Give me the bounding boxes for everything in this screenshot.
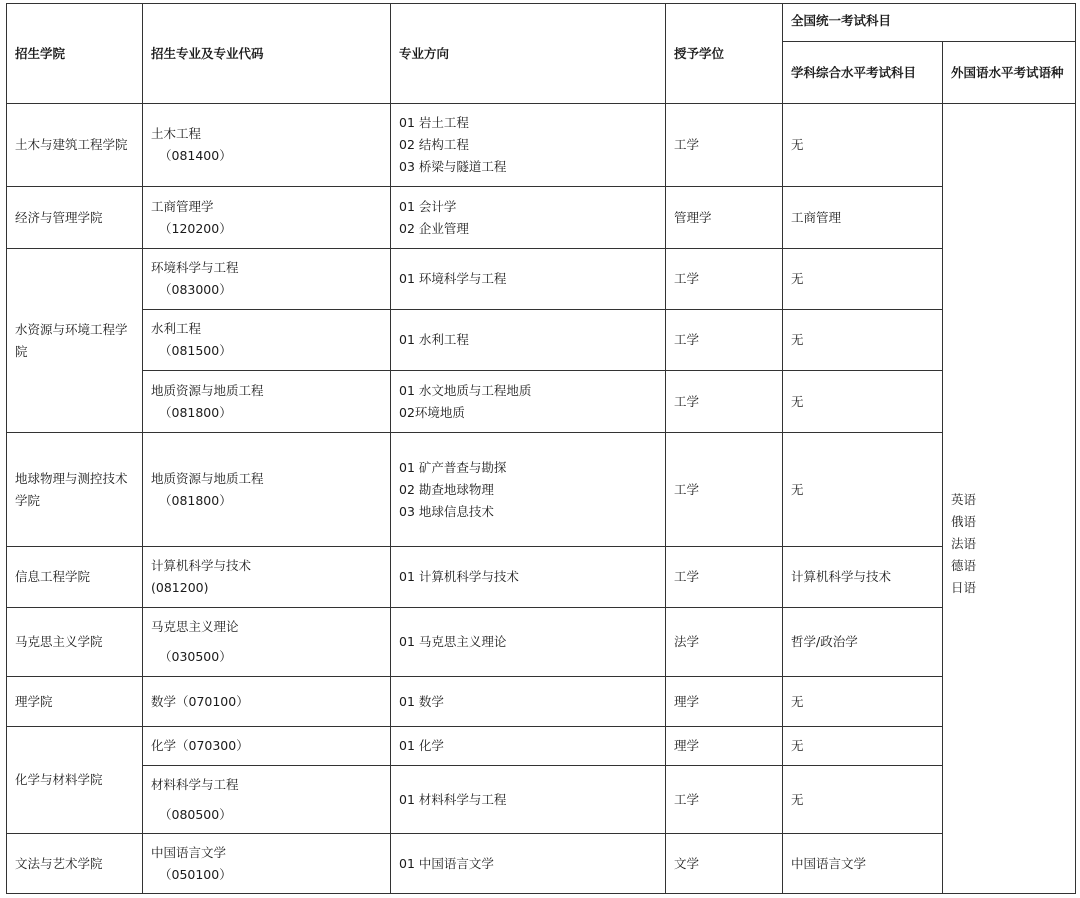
major-code: （081800） <box>159 492 232 508</box>
degree-cell: 工学 <box>666 249 783 310</box>
college-cell: 经济与管理学院 <box>7 187 143 249</box>
exam-cell: 中国语言文学 <box>783 834 943 894</box>
direction-item: 01 材料科学与工程 <box>399 791 507 807</box>
college-cell: 土木与建筑工程学院 <box>7 104 143 187</box>
major-cell <box>143 608 391 677</box>
header-degree: 授予学位 <box>666 4 783 104</box>
major-name: 土木工程 <box>151 126 202 141</box>
table-row <box>7 104 1076 187</box>
major-name: 数学（070100） <box>151 693 249 709</box>
major-code: （081500） <box>159 343 232 358</box>
major-name: 材料科学与工程 <box>151 776 239 792</box>
direction-cell <box>391 766 666 834</box>
languages-cell <box>943 104 1076 894</box>
table-row <box>7 766 1076 834</box>
major-cell <box>143 104 391 187</box>
language-item: 日语 <box>951 579 977 595</box>
major-cell <box>143 727 391 766</box>
table-row <box>7 249 1076 310</box>
direction-cell <box>391 371 666 433</box>
direction-cell <box>391 677 666 727</box>
major-cell <box>143 547 391 608</box>
degree-cell: 工学 <box>666 766 783 834</box>
direction-item: 01 中国语言文学 <box>399 855 494 871</box>
language-item: 英语 <box>951 491 977 507</box>
degree-cell: 理学 <box>666 727 783 766</box>
direction-item: 01 岩土工程 <box>399 115 469 130</box>
direction-cell <box>391 433 666 547</box>
direction-item: 02环境地质 <box>399 404 465 420</box>
direction-item: 01 水利工程 <box>399 332 469 347</box>
major-code: （120200） <box>159 220 232 236</box>
header-major: 招生专业及专业代码 <box>143 4 391 104</box>
direction-item: 02 结构工程 <box>399 137 469 152</box>
major-name: 地质资源与地质工程 <box>151 470 264 486</box>
direction-item: 01 环境科学与工程 <box>399 271 507 286</box>
major-code: （080500） <box>159 806 232 822</box>
degree-cell: 工学 <box>666 371 783 433</box>
table-row <box>7 371 1076 433</box>
header-direction: 专业方向 <box>391 4 666 104</box>
major-name: 计算机科学与技术 <box>151 558 252 573</box>
language-item: 法语 <box>951 535 977 551</box>
college-cell: 理学院 <box>7 677 143 727</box>
exam-cell: 哲学/政治学 <box>783 608 943 677</box>
direction-cell <box>391 187 666 249</box>
table-row <box>7 547 1076 608</box>
direction-cell <box>391 547 666 608</box>
exam-cell: 无 <box>783 727 943 766</box>
major-code: （081400） <box>159 148 232 163</box>
college-cell: 地球物理与测控技术学院 <box>7 433 143 547</box>
major-name: 地质资源与地质工程 <box>151 382 264 398</box>
college-cell: 信息工程学院 <box>7 547 143 608</box>
degree-cell: 理学 <box>666 677 783 727</box>
exam-cell: 无 <box>783 766 943 834</box>
college-cell: 水资源与环境工程学院 <box>7 249 143 433</box>
major-cell <box>143 677 391 727</box>
major-cell <box>143 249 391 310</box>
degree-cell: 管理学 <box>666 187 783 249</box>
college-cell: 马克思主义学院 <box>7 608 143 677</box>
language-item: 俄语 <box>951 513 977 529</box>
header-foreign-lang: 外国语水平考试语种 <box>943 42 1076 104</box>
direction-item: 01 数学 <box>399 693 444 709</box>
table-row <box>7 608 1076 677</box>
major-code: （050100） <box>159 866 232 882</box>
major-cell <box>143 766 391 834</box>
major-name: 工商管理学 <box>151 198 214 214</box>
major-name: 化学（070300） <box>151 738 249 753</box>
exam-cell: 无 <box>783 310 943 371</box>
direction-item: 01 会计学 <box>399 198 457 214</box>
degree-cell: 工学 <box>666 104 783 187</box>
degree-cell: 工学 <box>666 547 783 608</box>
major-code: （081800） <box>159 404 232 420</box>
direction-item: 01 水文地质与工程地质 <box>399 382 532 398</box>
direction-cell <box>391 104 666 187</box>
direction-item: 01 矿产普查与勘探 <box>399 459 507 475</box>
degree-cell: 工学 <box>666 433 783 547</box>
major-name: 中国语言文学 <box>151 844 227 860</box>
major-name: 水利工程 <box>151 321 202 336</box>
degree-cell: 工学 <box>666 310 783 371</box>
header-subject-exam: 学科综合水平考试科目 <box>783 42 943 104</box>
major-name: 环境科学与工程 <box>151 260 239 275</box>
direction-cell <box>391 727 666 766</box>
major-code: (081200) <box>151 580 209 595</box>
exam-cell: 无 <box>783 104 943 187</box>
major-cell <box>143 371 391 433</box>
major-cell <box>143 187 391 249</box>
major-code: （083000） <box>159 282 232 297</box>
table-row <box>7 310 1076 371</box>
exam-cell: 计算机科学与技术 <box>783 547 943 608</box>
admissions-table <box>6 3 1076 894</box>
direction-cell <box>391 608 666 677</box>
language-item: 德语 <box>951 557 977 573</box>
direction-item: 01 计算机科学与技术 <box>399 569 519 584</box>
direction-item: 03 桥梁与隧道工程 <box>399 159 507 174</box>
degree-cell: 法学 <box>666 608 783 677</box>
table-row <box>7 677 1076 727</box>
degree-cell: 文学 <box>666 834 783 894</box>
college-cell: 文法与艺术学院 <box>7 834 143 894</box>
major-name: 马克思主义理论 <box>151 619 239 634</box>
exam-cell: 工商管理 <box>783 187 943 249</box>
direction-cell <box>391 249 666 310</box>
major-cell <box>143 433 391 547</box>
exam-cell: 无 <box>783 371 943 433</box>
header-national-exam: 全国统一考试科目 <box>783 4 1076 42</box>
table-row <box>7 433 1076 547</box>
table-row <box>7 834 1076 894</box>
major-code: （030500） <box>159 649 232 664</box>
direction-item: 01 化学 <box>399 738 444 753</box>
table-row <box>7 187 1076 249</box>
direction-item: 02 勘查地球物理 <box>399 481 494 497</box>
exam-cell: 无 <box>783 677 943 727</box>
college-cell: 化学与材料学院 <box>7 727 143 834</box>
table-row <box>7 727 1076 766</box>
major-cell <box>143 834 391 894</box>
exam-cell: 无 <box>783 249 943 310</box>
direction-item: 02 企业管理 <box>399 220 469 236</box>
exam-cell: 无 <box>783 433 943 547</box>
direction-cell <box>391 834 666 894</box>
direction-cell <box>391 310 666 371</box>
direction-item: 03 地球信息技术 <box>399 503 494 519</box>
direction-item: 01 马克思主义理论 <box>399 634 507 649</box>
major-cell <box>143 310 391 371</box>
header-college: 招生学院 <box>7 4 143 104</box>
